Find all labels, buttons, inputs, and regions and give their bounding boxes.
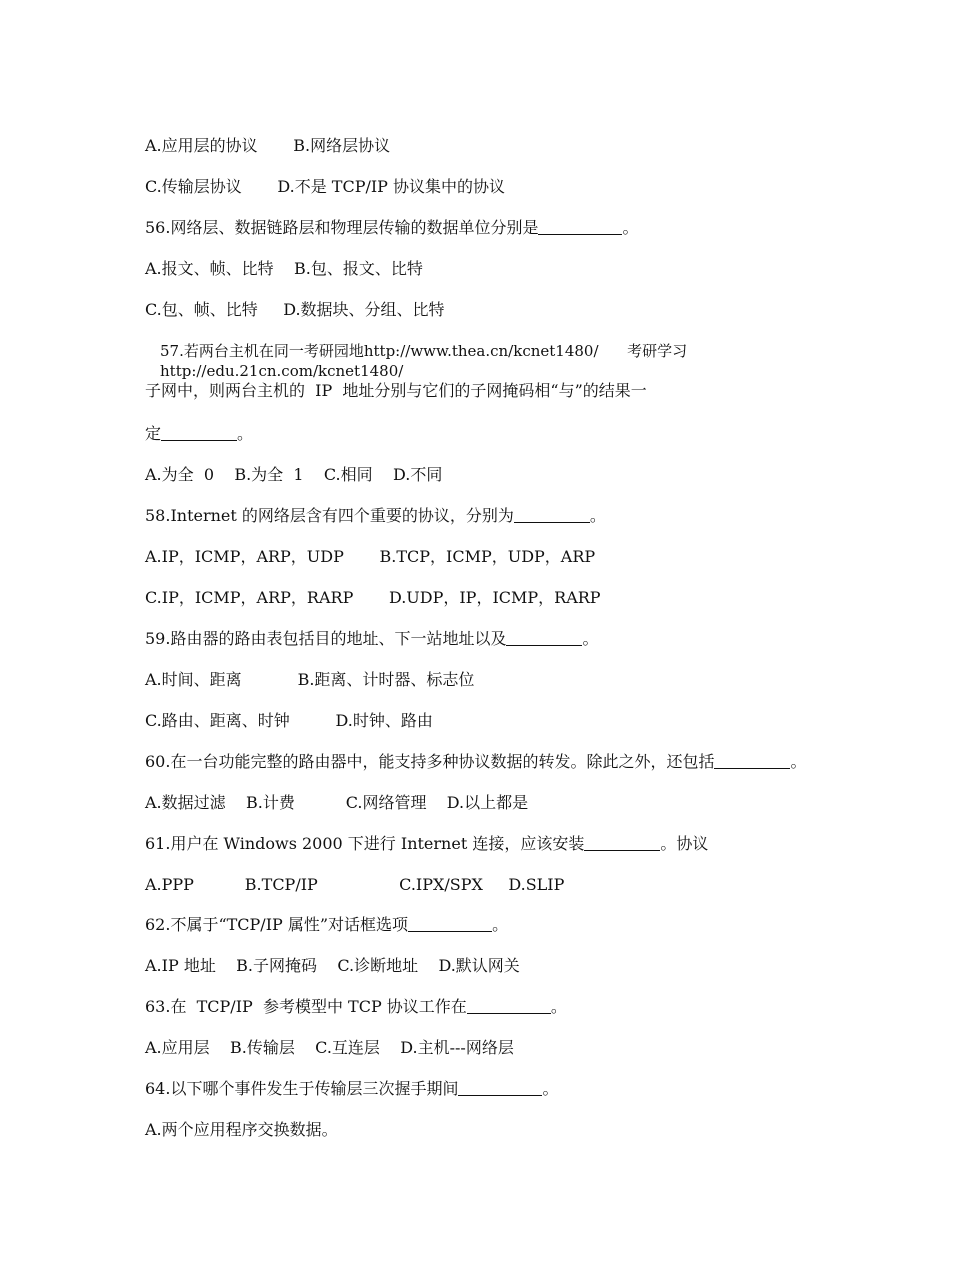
- question-62: 62.不属于“TCP/IP 属性”对话框选项 。: [145, 915, 509, 934]
- option-line: C.IP，ICMP，ARP，RARP D.UDP，IP，ICMP，RARP: [145, 588, 601, 607]
- question-59: 59.路由器的路由表包括目的地址、下一站地址以及 。: [145, 629, 599, 648]
- option-line: C.路由、距离、时钟 D.时钟、路由: [145, 711, 433, 730]
- question-63: 63.在 TCP/IP 参考模型中 TCP 协议工作在 。: [145, 997, 567, 1016]
- question-60: 60.在一台功能完整的路由器中，能支持多种协议数据的转发。除此之外，还包括 。: [145, 752, 807, 771]
- question-58: 58.Internet 的网络层含有四个重要的协议，分别为 。: [145, 506, 606, 525]
- question-61: 61.用户在 Windows 2000 下进行 Internet 连接，应该安装 。协议: [145, 834, 709, 853]
- option-line: A.为全 0 B.为全 1 C.相同 D.不同: [145, 465, 443, 484]
- option-line: A.应用层 B.传输层 C.互连层 D.主机---网络层: [145, 1038, 514, 1057]
- watermark-url: http://edu.21cn.com/kcnet1480/: [160, 362, 404, 380]
- option-line: C.包、帧、比特 D.数据块、分组、比特: [145, 300, 445, 319]
- option-line: A.PPP B.TCP/IP C.IPX/SPX D.SLIP: [145, 875, 565, 894]
- option-line: A.应用层的协议 B.网络层协议: [145, 136, 391, 155]
- answer-blank: [161, 424, 237, 441]
- question-57-watermark: 57.若两台主机在同一考研园地http://www.thea.cn/kcnet1480/ 考研学习: [160, 342, 688, 360]
- question-57: 子网中，则两台主机的 IP 地址分别与它们的子网掩码相“与”的结果一: [145, 381, 647, 400]
- question-56: 56.网络层、数据链路层和物理层传输的数据单位分别是 。: [145, 218, 639, 237]
- option-line: A.两个应用程序交换数据。: [145, 1120, 338, 1139]
- answer-blank: [514, 506, 590, 523]
- option-line: A.数据过滤 B.计费 C.网络管理 D.以上都是: [145, 793, 529, 812]
- answer-blank: [458, 1079, 542, 1096]
- answer-blank: [714, 752, 790, 769]
- option-line: A.IP 地址 B.子网掩码 C.诊断地址 D.默认网关: [145, 956, 520, 975]
- option-line: A.时间、距离 B.距离、计时器、标志位: [145, 670, 475, 689]
- answer-blank: [506, 629, 582, 646]
- option-line: C.传输层协议 D.不是 TCP/IP 协议集中的协议: [145, 177, 506, 196]
- answer-blank: [408, 915, 492, 932]
- question-64: 64.以下哪个事件发生于传输层三次握手期间 。: [145, 1079, 559, 1098]
- option-line: A.IP，ICMP，ARP，UDP B.TCP，ICMP，UDP，ARP: [145, 547, 596, 566]
- option-line: A.报文、帧、比特 B.包、报文、比特: [145, 259, 423, 278]
- answer-blank: [538, 218, 622, 235]
- answer-blank: [584, 834, 660, 851]
- answer-blank: [467, 997, 551, 1014]
- question-57-cont: 定 。: [145, 424, 254, 443]
